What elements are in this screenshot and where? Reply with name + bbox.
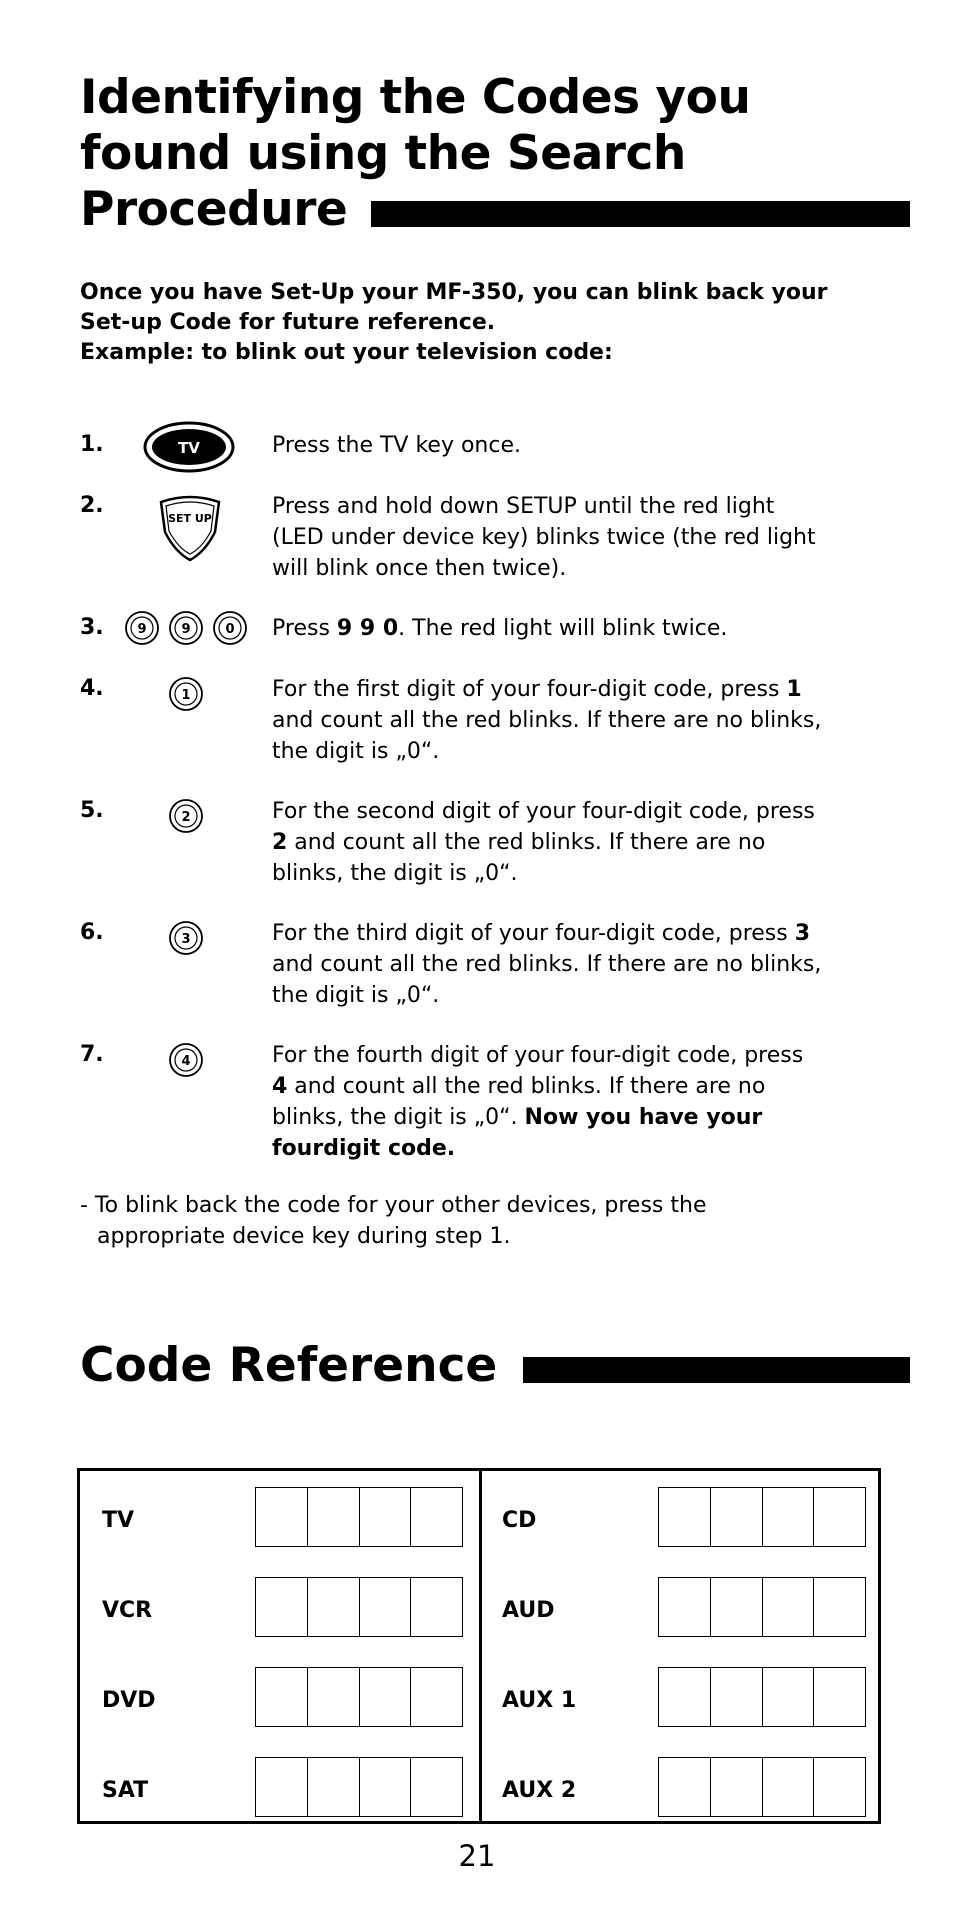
step-text-line: will blink once then twice). [272, 556, 567, 581]
digit-key-label: 9 [181, 622, 191, 637]
step-text [272, 430, 884, 461]
table-divider [479, 1471, 482, 1821]
step-text-line: and count all the red blinks. If there are no blinks, [272, 952, 822, 977]
step-text-line: blinks, the digit is „0“. Now you have your [272, 1105, 763, 1130]
code-reference-heading [80, 1338, 910, 1394]
step-text [272, 674, 884, 767]
step-text [272, 1040, 884, 1164]
code-entry-box-sat[interactable] [255, 1757, 463, 1817]
note-paragraph [80, 1190, 880, 1252]
code-digit-cell[interactable] [360, 1668, 412, 1726]
step-text [272, 613, 884, 644]
digit-9-key-icon [170, 612, 202, 644]
code-digit-cell[interactable] [711, 1758, 763, 1816]
step-5 [80, 796, 910, 896]
page-title-line-1: Identifying the Codes you [80, 70, 751, 125]
step-text-line: Press the TV key once. [272, 433, 522, 458]
code-digit-cell[interactable] [659, 1758, 711, 1816]
code-entry-box-aud[interactable] [658, 1577, 866, 1637]
code-digit-cell[interactable] [308, 1488, 360, 1546]
code-digit-cell[interactable] [814, 1758, 865, 1816]
step-number: 3. [80, 615, 104, 640]
intro-line-3: Example: to blink out your television code: [80, 340, 613, 365]
digit-3-key-icon [168, 920, 204, 960]
step-text-line: Press and hold down SETUP until the red light [272, 494, 775, 519]
intro-line-1: Once you have Set-Up your MF-350, you can blink back your [80, 280, 828, 305]
page-title-line-2: found using the Search [80, 126, 686, 181]
step-text [272, 491, 884, 584]
code-entry-box-dvd[interactable] [255, 1667, 463, 1727]
device-label-cd: CD [502, 1508, 537, 1533]
code-digit-cell[interactable] [308, 1758, 360, 1816]
step-7 [80, 1040, 910, 1170]
digit-keys-icon [124, 610, 248, 650]
step-2 [80, 491, 910, 591]
step-number: 7. [80, 1042, 104, 1067]
code-digit-cell[interactable] [763, 1578, 815, 1636]
digit-key-label: 9 [137, 622, 147, 637]
device-label-tv: TV [102, 1508, 135, 1533]
tv-key-icon [142, 420, 236, 478]
step-6 [80, 918, 910, 1018]
page-title-line-3 [80, 182, 910, 238]
code-digit-cell[interactable] [360, 1758, 412, 1816]
intro-paragraph [80, 278, 900, 368]
code-digit-cell[interactable] [711, 1668, 763, 1726]
step-number: 1. [80, 432, 104, 457]
code-digit-cell[interactable] [763, 1488, 815, 1546]
code-entry-box-aux-1[interactable] [658, 1667, 866, 1727]
digit-key-label: 2 [181, 810, 191, 825]
code-digit-cell[interactable] [308, 1578, 360, 1636]
step-text [272, 918, 884, 1011]
code-digit-cell[interactable] [360, 1488, 412, 1546]
step-number: 5. [80, 798, 104, 823]
code-digit-cell[interactable] [411, 1578, 462, 1636]
step-text-line: For the third digit of your four-digit code, press 3 [272, 921, 811, 946]
device-label-vcr: VCR [102, 1598, 153, 1623]
step-text-line: 2 and count all the red blinks. If there are no [272, 830, 766, 855]
step-text-line: and count all the red blinks. If there are no blinks, [272, 708, 822, 733]
code-digit-cell[interactable] [659, 1488, 711, 1546]
step-text-line: For the fourth digit of your four-digit code, press [272, 1043, 804, 1068]
tv-key-label: TV [178, 439, 200, 457]
code-digit-cell[interactable] [411, 1758, 462, 1816]
step-text-line: the digit is „0“. [272, 983, 440, 1008]
setup-key-label: SET UP [168, 512, 212, 525]
code-digit-cell[interactable] [411, 1488, 462, 1546]
code-digit-cell[interactable] [256, 1578, 308, 1636]
code-entry-box-tv[interactable] [255, 1487, 463, 1547]
page-number: 21 [458, 1839, 496, 1873]
device-label-aux-1: AUX 1 [502, 1688, 577, 1713]
digit-key-label: 1 [181, 688, 191, 703]
step-number: 6. [80, 920, 104, 945]
note-line-1: - To blink back the code for your other devices, press the [80, 1193, 707, 1218]
step-text [272, 796, 884, 889]
page-title-line-3-text: Procedure [80, 182, 348, 237]
code-entry-box-aux-2[interactable] [658, 1757, 866, 1817]
digit-1-key-icon [168, 676, 204, 716]
code-digit-cell[interactable] [256, 1668, 308, 1726]
code-reference-title: Code Reference [80, 1338, 498, 1393]
code-digit-cell[interactable] [659, 1668, 711, 1726]
step-4 [80, 674, 910, 774]
intro-line-2: Set-up Code for future reference. [80, 310, 496, 335]
code-digit-cell[interactable] [360, 1578, 412, 1636]
digit-key-label: 0 [225, 622, 235, 637]
code-digit-cell[interactable] [814, 1578, 865, 1636]
setup-key-icon [155, 494, 225, 568]
step-text-line: fourdigit code. [272, 1136, 456, 1161]
digit-2-key-icon [168, 798, 204, 838]
code-entry-box-cd[interactable] [658, 1487, 866, 1547]
title-rule-bar [371, 201, 910, 227]
code-digit-cell[interactable] [256, 1758, 308, 1816]
device-label-dvd: DVD [102, 1688, 156, 1713]
code-digit-cell[interactable] [814, 1488, 865, 1546]
step-text-line: (LED under device key) blinks twice (the red light [272, 525, 816, 550]
code-digit-cell[interactable] [308, 1668, 360, 1726]
digit-key-label: 3 [181, 932, 191, 947]
step-text-line: blinks, the digit is „0“. [272, 861, 518, 886]
device-label-aux-2: AUX 2 [502, 1778, 577, 1803]
code-digit-cell[interactable] [711, 1578, 763, 1636]
code-digit-cell[interactable] [814, 1668, 865, 1726]
code-reference-table [77, 1468, 881, 1824]
code-digit-cell[interactable] [763, 1668, 815, 1726]
digit-key-label: 4 [181, 1054, 191, 1069]
page-title [80, 70, 910, 238]
step-text-line: Press 9 9 0. The red light will blink twice. [272, 616, 728, 641]
device-label-sat: SAT [102, 1778, 149, 1803]
digit-4-key-icon [168, 1042, 204, 1082]
step-text-line: 4 and count all the red blinks. If there are no [272, 1074, 766, 1099]
code-digit-cell[interactable] [256, 1488, 308, 1546]
code-entry-box-vcr[interactable] [255, 1577, 463, 1637]
step-text-line: the digit is „0“. [272, 739, 440, 764]
title-rule-bar [523, 1357, 910, 1383]
note-line-2: appropriate device key during step 1. [97, 1224, 511, 1249]
digit-0-key-icon [214, 612, 246, 644]
code-digit-cell[interactable] [659, 1578, 711, 1636]
step-text-line: For the first digit of your four-digit code, press 1 [272, 677, 802, 702]
code-digit-cell[interactable] [411, 1668, 462, 1726]
digit-9-key-icon [126, 612, 158, 644]
step-text-line: For the second digit of your four-digit code, press [272, 799, 815, 824]
code-digit-cell[interactable] [763, 1758, 815, 1816]
step-number: 4. [80, 676, 104, 701]
step-number: 2. [80, 493, 104, 518]
code-digit-cell[interactable] [711, 1488, 763, 1546]
device-label-aud: AUD [502, 1598, 555, 1623]
